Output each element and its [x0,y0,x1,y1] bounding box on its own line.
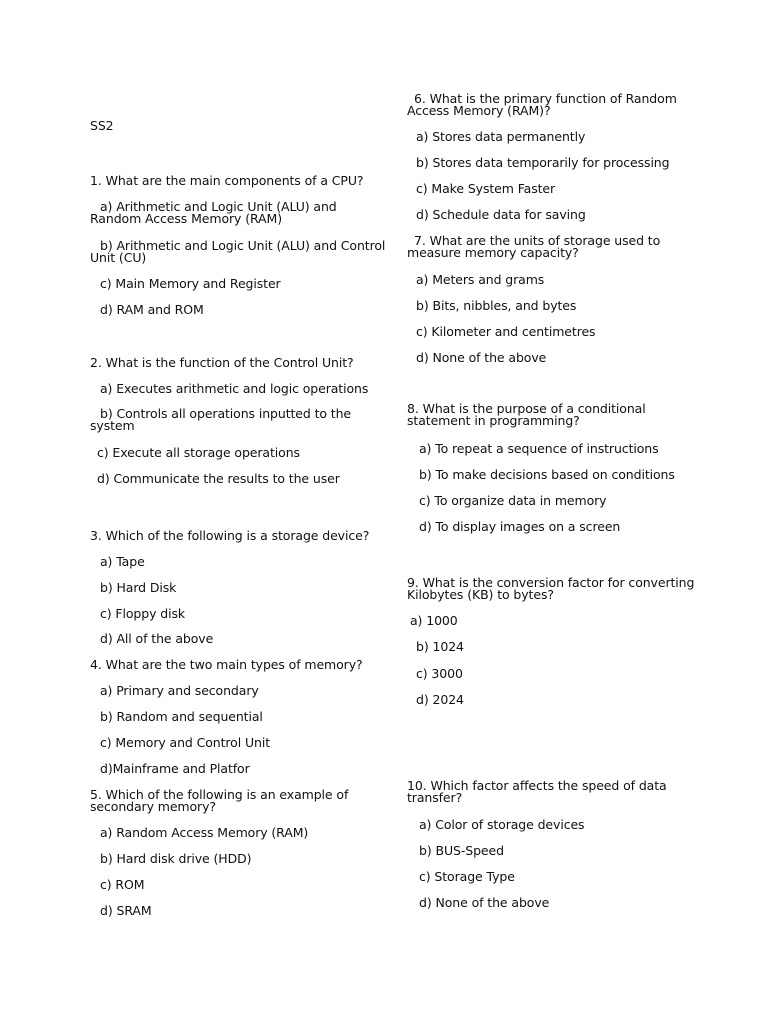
question-2-option-b: b) Controls all operations inputted to the [100,406,352,421]
question-6-text: 6. What is the primary function of Random [414,91,677,106]
question-3-option-b: b) Hard Disk [100,580,177,595]
question-6-option-b: b) Stores data temporarily for processing [416,155,670,170]
question-8-option-a: a) To repeat a sequence of instructions [419,441,659,456]
question-2-option-d: d) Communicate the results to the user [97,471,340,486]
question-1-option-c: c) Main Memory and Register [100,276,281,291]
question-6-text-cont: Access Memory (RAM)? [407,103,551,118]
question-9-option-b: b) 1024 [416,639,464,654]
question-7-option-b: b) Bits, nibbles, and bytes [416,298,577,313]
question-10-option-a: a) Color of storage devices [419,817,585,832]
question-3-option-a: a) Tape [100,554,145,569]
question-7-option-d: d) None of the above [416,350,547,365]
question-9-text-cont: Kilobytes (KB) to bytes? [407,587,554,602]
question-5-text-cont: secondary memory? [90,799,216,814]
question-6-option-a: a) Stores data permanently [416,129,586,144]
question-9-option-a: a) 1000 [410,613,458,628]
question-2-option-b-cont: system [90,418,135,433]
question-1-option-b-cont: Unit (CU) [90,250,147,265]
question-5-option-d: d) SRAM [100,903,152,918]
question-3-text: 3. Which of the following is a storage device? [90,528,370,543]
question-9-option-c: c) 3000 [416,666,463,681]
question-10-text-cont: transfer? [407,790,463,805]
question-4-option-d: d)Mainframe and Platfor [100,761,250,776]
question-3-option-c: c) Floppy disk [100,606,186,621]
question-4-option-c: c) Memory and Control Unit [100,735,271,750]
question-8-option-d: d) To display images on a screen [419,519,621,534]
question-5-text: 5. Which of the following is an example of [90,787,349,802]
question-9-text: 9. What is the conversion factor for converting [407,575,695,590]
question-6-option-d: d) Schedule data for saving [416,207,586,222]
question-10-option-b: b) BUS-Speed [419,843,504,858]
question-5-option-a: a) Random Access Memory (RAM) [100,825,309,840]
question-1-option-b: b) Arithmetic and Logic Unit (ALU) and Control [100,238,386,253]
question-5-option-b: b) Hard disk drive (HDD) [100,851,252,866]
question-2-text: 2. What is the function of the Control Unit? [90,355,354,370]
question-4-text: 4. What are the two main types of memory? [90,657,363,672]
question-8-option-b: b) To make decisions based on conditions [419,467,675,482]
question-8-text-cont: statement in programming? [407,413,580,428]
question-7-text-cont: measure memory capacity? [407,245,579,260]
question-8-option-c: c) To organize data in memory [419,493,607,508]
question-1-option-a-cont: Random Access Memory (RAM) [90,211,282,226]
question-7-option-c: c) Kilometer and centimetres [416,324,596,339]
question-9-option-d: d) 2024 [416,692,464,707]
question-6-option-c: c) Make System Faster [416,181,556,196]
question-3-option-d: d) All of the above [100,631,214,646]
question-2-option-a: a) Executes arithmetic and logic operations [100,381,369,396]
question-2-option-c: c) Execute all storage operations [97,445,300,460]
question-10-text: 10. Which factor affects the speed of data [407,778,667,793]
question-10-option-d: d) None of the above [419,895,550,910]
question-4-option-a: a) Primary and secondary [100,683,259,698]
question-1-text: 1. What are the main components of a CPU? [90,173,364,188]
question-4-option-b: b) Random and sequential [100,709,263,724]
question-1-option-a: a) Arithmetic and Logic Unit (ALU) and [100,199,337,214]
question-10-option-c: c) Storage Type [419,869,515,884]
question-7-text: 7. What are the units of storage used to [414,233,661,248]
question-5-option-c: c) ROM [100,877,145,892]
question-8-text: 8. What is the purpose of a conditional [407,401,646,416]
question-7-option-a: a) Meters and grams [416,272,545,287]
class-label: SS2 [90,118,114,133]
question-1-option-d: d) RAM and ROM [100,302,204,317]
